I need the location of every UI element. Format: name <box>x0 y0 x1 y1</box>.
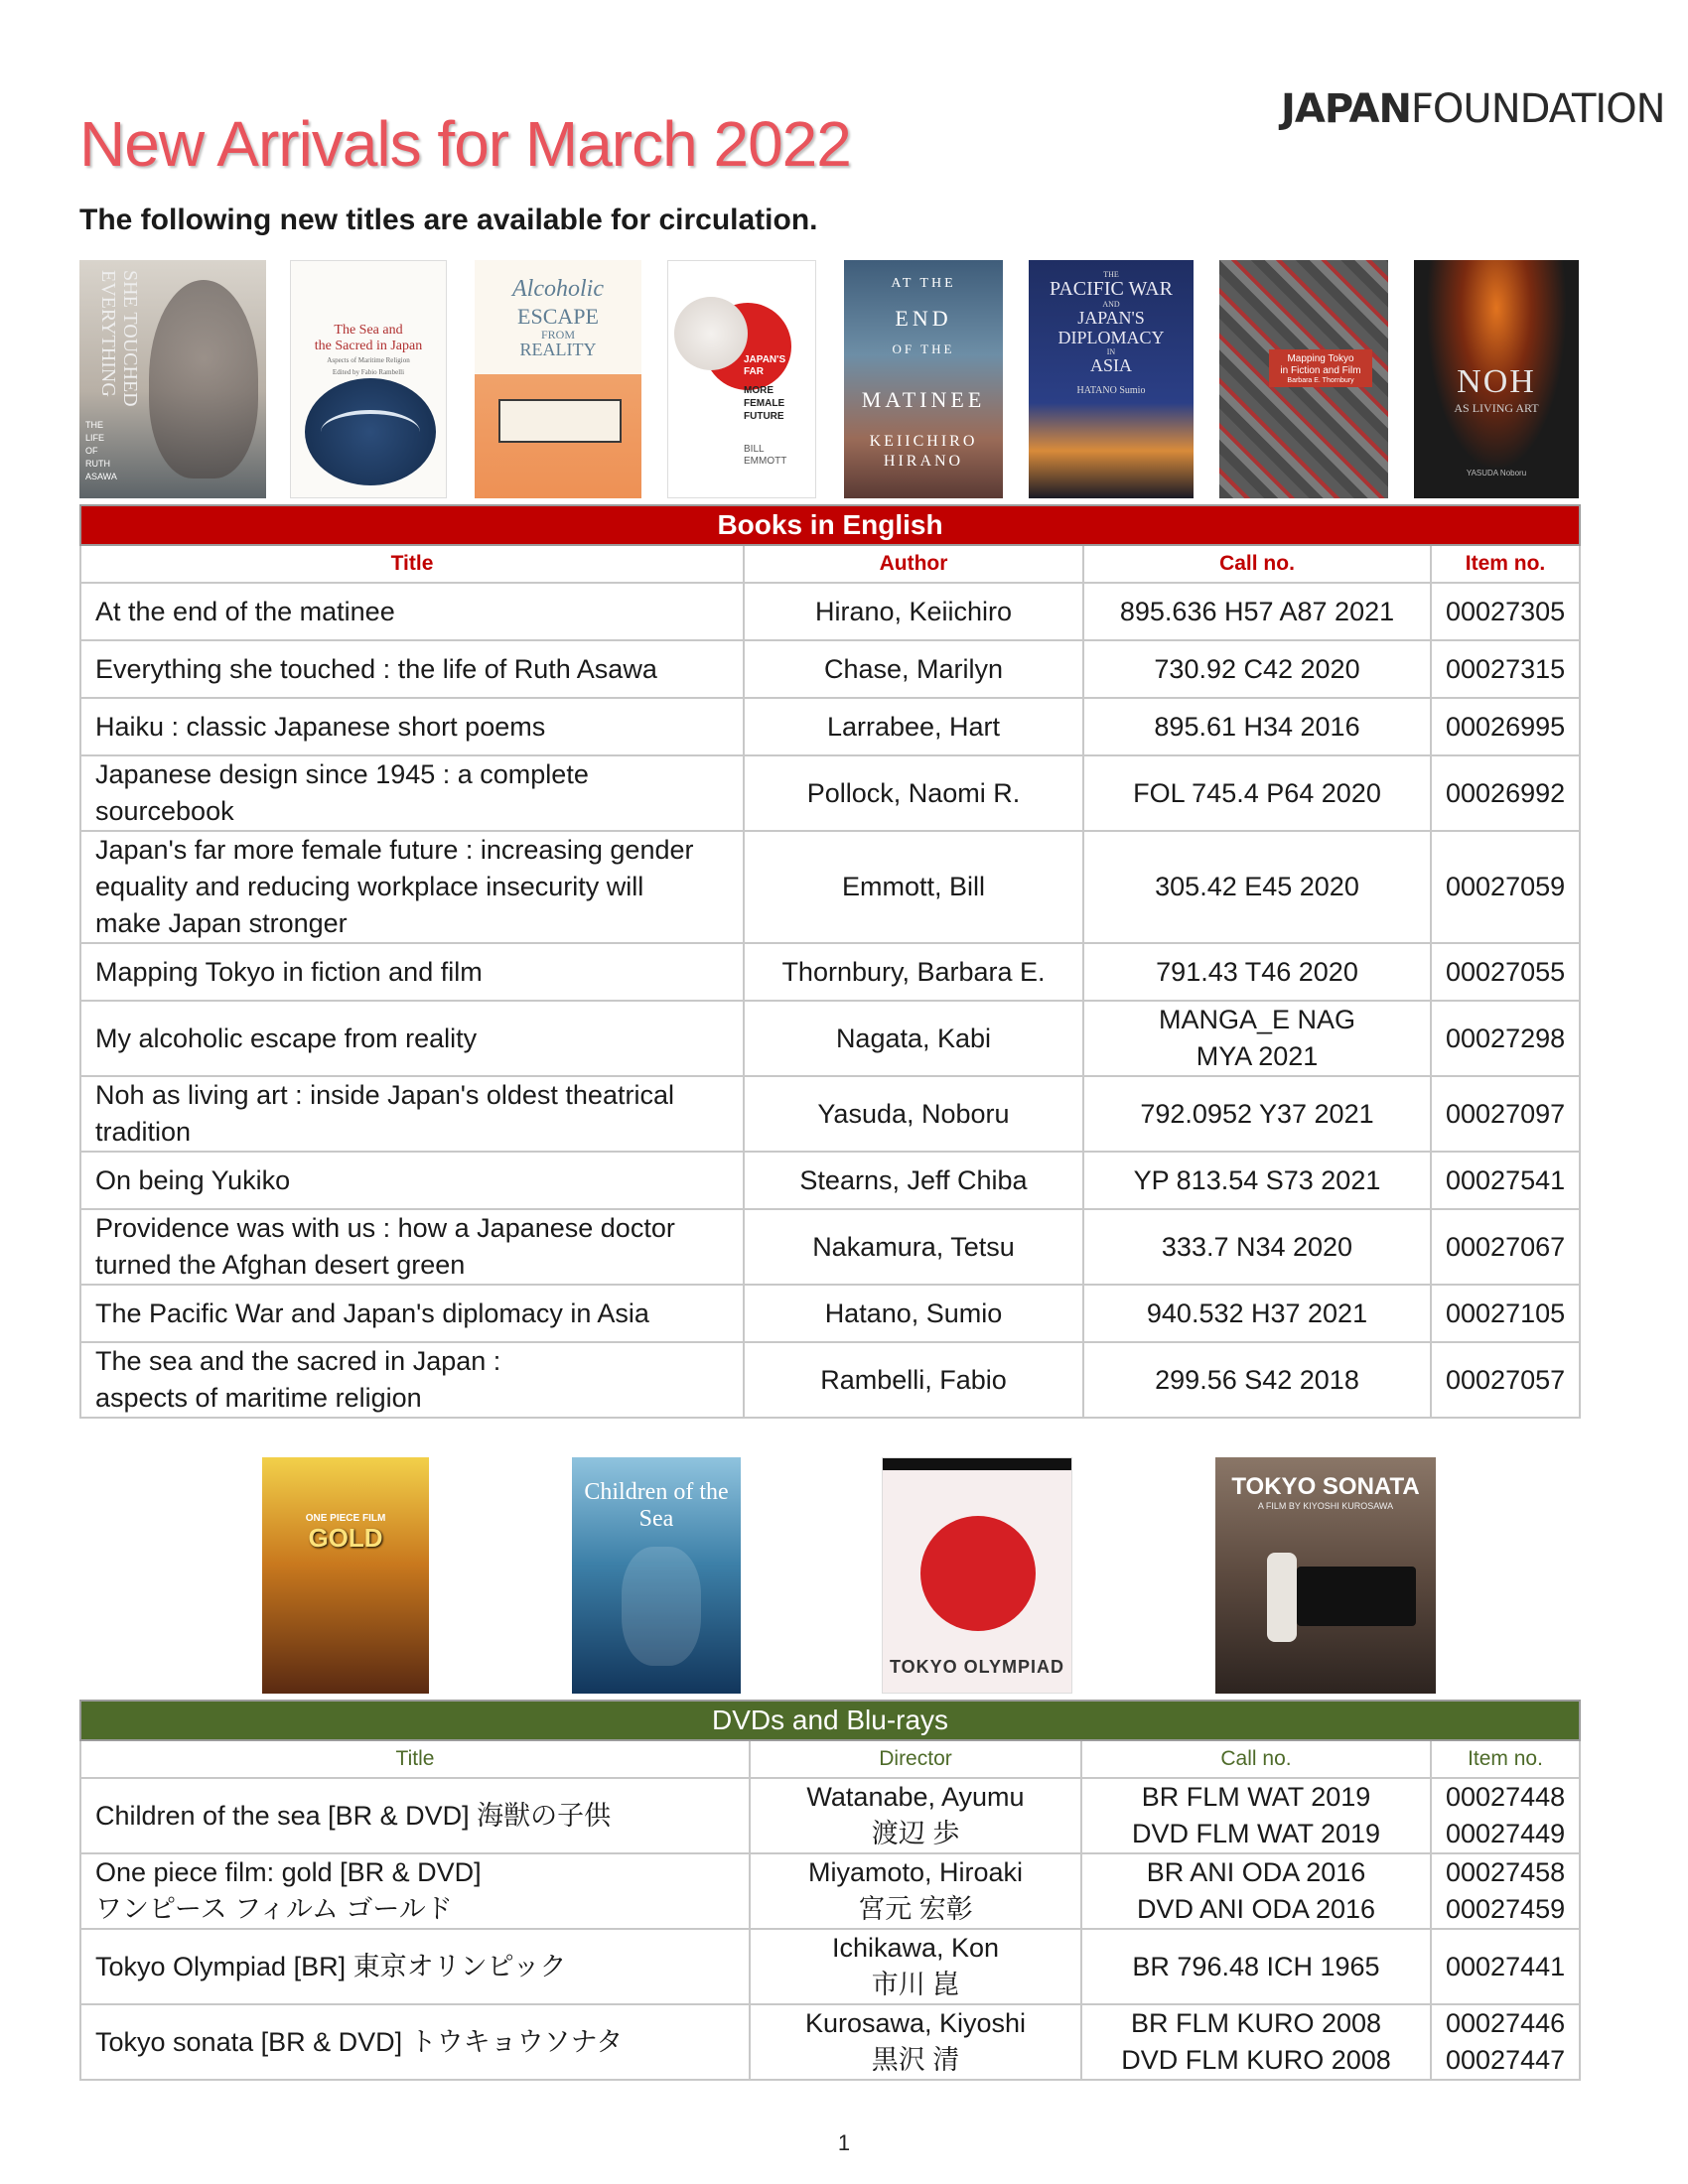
books-section-title: Books in English <box>80 505 1580 545</box>
dvd-call-no-line: DVD FLM KURO 2008 <box>1121 2045 1391 2075</box>
book-item-no: 00027298 <box>1431 1001 1580 1076</box>
book-cover-noh-as-living-art: NOH AS LIVING ART YASUDA Noboru <box>1414 260 1579 498</box>
table-row <box>80 1778 1580 1853</box>
dvd-director-line: 渡辺 歩 <box>871 1819 960 1848</box>
dvd-item-no <box>1431 1853 1580 1929</box>
dvd-title-line: Children of the sea [BR & DVD] 海獣の子供 <box>95 1800 612 1831</box>
book-title-line: Providence was with us : how a Japanese doctor <box>95 1213 675 1243</box>
book-call-no-line: YP 813.54 S73 2021 <box>1133 1164 1381 1195</box>
table-row <box>80 1929 1580 2004</box>
book-call-no <box>1083 698 1431 755</box>
book-call-no <box>1083 831 1431 943</box>
table-row <box>80 943 1580 1001</box>
book-call-no-line: 333.7 N34 2020 <box>1161 1231 1353 1262</box>
book-title-line: Haiku : classic Japanese short poems <box>95 711 546 742</box>
table-row <box>80 831 1580 943</box>
book-title <box>80 640 744 698</box>
dvd-item-no <box>1431 1778 1580 1853</box>
book-title-line: My alcoholic escape from reality <box>95 1023 478 1053</box>
book-author: Pollock, Naomi R. <box>744 755 1083 831</box>
book-title-line: Noh as living art : inside Japan's oldest theatrical <box>95 1080 674 1110</box>
book-title-line: equality and reducing workplace insecurity will <box>95 872 644 901</box>
dvd-director-line: Kurosawa, Kiyoshi <box>804 2008 1027 2038</box>
dvd-director-line: Miyamoto, Hiroaki <box>807 1857 1024 1887</box>
book-item-no: 00027315 <box>1431 640 1580 698</box>
dvd-cover-one-piece-gold: ONE PIECE FILM GOLD <box>262 1457 429 1694</box>
book-call-no-line: 792.0952 Y37 2021 <box>1140 1098 1374 1129</box>
book-call-no <box>1083 1342 1431 1418</box>
table-row <box>80 1152 1580 1209</box>
dvd-title-line: Tokyo sonata [BR & DVD] トウキョウソナタ <box>95 2026 624 2057</box>
book-title <box>80 698 744 755</box>
dvd-item-no-line: 00027459 <box>1446 1894 1566 1924</box>
book-title <box>80 1342 744 1418</box>
book-title-line: At the end of the matinee <box>95 596 395 626</box>
dvd-director-line: Ichikawa, Kon <box>831 1933 1000 1963</box>
book-item-no: 00026995 <box>1431 698 1580 755</box>
table-row <box>80 640 1580 698</box>
book-call-no-line: MANGA_E NAG <box>1158 1005 1356 1034</box>
book-title <box>80 1076 744 1152</box>
book-title-line: sourcebook <box>95 796 234 826</box>
table-row <box>80 698 1580 755</box>
book-call-no-line: 940.532 H37 2021 <box>1146 1297 1368 1328</box>
book-author: Nagata, Kabi <box>744 1001 1083 1076</box>
book-cover-japans-far-more-female-future: JAPAN'S FAR MORE FEMALE FUTURE BILL EMMOTT <box>667 260 816 498</box>
dvd-call-no <box>1081 1853 1431 1929</box>
table-row <box>80 1285 1580 1342</box>
dvd-title-line: Tokyo Olympiad [BR] 東京オリンピック <box>95 1951 567 1981</box>
book-cover-sea-and-sacred: The Sea and the Sacred in Japan Aspects of Maritime Religion Edited by Fabio Rambelli <box>290 260 447 498</box>
dvd-director <box>750 1778 1081 1853</box>
dvd-director-line: 市川 崑 <box>871 1970 960 1999</box>
book-title <box>80 583 744 640</box>
book-title-line: Japan's far more female future : increasing gender <box>95 835 694 865</box>
dvd-director-line: 黒沢 清 <box>871 2045 960 2075</box>
book-title-line: On being Yukiko <box>95 1164 291 1195</box>
dvds-header-call: Call no. <box>1081 1740 1431 1778</box>
book-title-line: The sea and the sacred in Japan : <box>95 1346 501 1376</box>
dvd-cover-tokyo-sonata: TOKYO SONATA A FILM BY KIYOSHI KUROSAWA <box>1215 1457 1436 1694</box>
book-title <box>80 1285 744 1342</box>
book-call-no <box>1083 583 1431 640</box>
book-call-no-line: 299.56 S42 2018 <box>1155 1364 1359 1395</box>
book-item-no: 00027541 <box>1431 1152 1580 1209</box>
book-call-no-line: 895.636 H57 A87 2021 <box>1119 596 1395 626</box>
book-call-no-line: FOL 745.4 P64 2020 <box>1133 777 1381 808</box>
book-author: Thornbury, Barbara E. <box>744 943 1083 1001</box>
book-item-no: 00027305 <box>1431 583 1580 640</box>
book-call-no-line: 791.43 T46 2020 <box>1156 956 1358 987</box>
table-row <box>80 1076 1580 1152</box>
dvd-item-no-line: 00027448 <box>1446 1782 1566 1812</box>
table-row <box>80 2004 1580 2080</box>
books-header-item: Item no. <box>1431 545 1580 583</box>
book-title-line: make Japan stronger <box>95 908 348 938</box>
book-call-no-line: 730.92 C42 2020 <box>1154 653 1360 684</box>
table-row <box>80 1853 1580 1929</box>
book-title-line: The Pacific War and Japan's diplomacy in Asia <box>95 1297 649 1328</box>
dvd-item-no <box>1431 1929 1580 2004</box>
dvd-director <box>750 1853 1081 1929</box>
book-call-no <box>1083 1152 1431 1209</box>
dvd-title-line: ワンピース フィルム ゴールド <box>95 1894 453 1924</box>
books-table <box>79 504 1581 1419</box>
book-call-no <box>1083 1209 1431 1285</box>
dvd-title-line: One piece film: gold [BR & DVD] <box>95 1857 482 1887</box>
dvd-title <box>80 1853 750 1929</box>
books-header-author: Author <box>744 545 1083 583</box>
table-row <box>80 583 1580 640</box>
dvd-director-line: 宮元 宏彰 <box>858 1894 973 1924</box>
book-title-line: tradition <box>95 1117 192 1147</box>
book-item-no: 00027105 <box>1431 1285 1580 1342</box>
dvds-header-director: Director <box>750 1740 1081 1778</box>
dvd-director-line: Watanabe, Ayumu <box>806 1782 1025 1812</box>
book-call-no-line: MYA 2021 <box>1196 1041 1319 1071</box>
book-item-no: 00027097 <box>1431 1076 1580 1152</box>
table-row <box>80 755 1580 831</box>
book-item-no: 00027057 <box>1431 1342 1580 1418</box>
book-author: Chase, Marilyn <box>744 640 1083 698</box>
book-title <box>80 755 744 831</box>
dvds-header-title: Title <box>80 1740 750 1778</box>
book-cover-end-of-the-matinee: AT THE END OF THE MATINEE KEIICHIRO HIRANO <box>844 260 1003 498</box>
book-author: Hatano, Sumio <box>744 1285 1083 1342</box>
book-call-no <box>1083 755 1431 831</box>
dvd-item-no-line: 00027441 <box>1446 1951 1566 1981</box>
table-row <box>80 1342 1580 1418</box>
dvd-item-no-line: 00027447 <box>1446 2045 1566 2075</box>
book-author: Hirano, Keiichiro <box>744 583 1083 640</box>
book-title-line: Japanese design since 1945 : a complete <box>95 759 589 789</box>
japan-foundation-logo <box>1281 60 1665 159</box>
dvd-call-no-line: BR FLM KURO 2008 <box>1130 2008 1382 2038</box>
book-title <box>80 831 744 943</box>
book-call-no-line: 895.61 H34 2016 <box>1154 711 1360 742</box>
dvd-call-no-line: DVD ANI ODA 2016 <box>1136 1894 1376 1924</box>
book-item-no: 00027067 <box>1431 1209 1580 1285</box>
book-cover-everything-she-touched: EVERYTHING SHE TOUCHED THE LIFE OF RUTH ASAWA <box>79 260 266 498</box>
dvd-call-no <box>1081 1778 1431 1853</box>
dvd-call-no <box>1081 1929 1431 2004</box>
dvd-call-no-line: BR ANI ODA 2016 <box>1146 1857 1366 1887</box>
page-subtitle: The following new titles are available for circulation. <box>79 204 818 236</box>
book-call-no-line: 305.42 E45 2020 <box>1155 872 1359 901</box>
dvd-item-no-line: 00027449 <box>1446 1819 1566 1848</box>
book-title <box>80 1001 744 1076</box>
page-number: 1 <box>837 2130 851 2155</box>
books-header-title: Title <box>80 545 744 583</box>
book-title <box>80 1152 744 1209</box>
dvd-title <box>80 2004 750 2080</box>
book-author: Stearns, Jeff Chiba <box>744 1152 1083 1209</box>
dvd-call-no <box>1081 2004 1431 2080</box>
table-row <box>80 1001 1580 1076</box>
book-title <box>80 1209 744 1285</box>
dvd-director <box>750 2004 1081 2080</box>
book-call-no <box>1083 640 1431 698</box>
dvd-item-no-line: 00027458 <box>1446 1857 1566 1887</box>
book-cover-alcoholic-escape: Alcoholic ESCAPE FROM REALITY <box>475 260 641 498</box>
book-title-line: turned the Afghan desert green <box>95 1250 466 1280</box>
dvd-title <box>80 1778 750 1853</box>
dvd-call-no-line: BR FLM WAT 2019 <box>1141 1782 1371 1812</box>
book-item-no: 00027059 <box>1431 831 1580 943</box>
book-author: Yasuda, Noboru <box>744 1076 1083 1152</box>
book-item-no: 00027055 <box>1431 943 1580 1001</box>
book-cover-pacific-war-diplomacy: THE PACIFIC WAR AND JAPAN'S DIPLOMACY IN ASIA HATANO Sumio <box>1029 260 1194 498</box>
book-item-no: 00026992 <box>1431 755 1580 831</box>
dvds-table <box>79 1700 1581 2081</box>
book-call-no <box>1083 943 1431 1001</box>
dvd-call-no-line: DVD FLM WAT 2019 <box>1131 1819 1381 1848</box>
book-call-no <box>1083 1285 1431 1342</box>
page-title: New Arrivals for March 2022 <box>79 108 851 180</box>
book-author: Larrabee, Hart <box>744 698 1083 755</box>
book-covers-strip <box>79 260 1579 498</box>
book-author: Rambelli, Fabio <box>744 1342 1083 1418</box>
book-author: Emmott, Bill <box>744 831 1083 943</box>
book-author: Nakamura, Tetsu <box>744 1209 1083 1285</box>
dvd-title <box>80 1929 750 2004</box>
dvd-item-no <box>1431 2004 1580 2080</box>
dvd-call-no-line: BR 796.48 ICH 1965 <box>1132 1951 1380 1981</box>
book-title <box>80 943 744 1001</box>
dvd-cover-tokyo-olympiad: TOKYO OLYMPIAD <box>882 1457 1072 1694</box>
dvd-covers-strip <box>79 1457 1579 1696</box>
dvds-section-title: DVDs and Blu-rays <box>80 1701 1580 1740</box>
book-cover-mapping-tokyo: Mapping Tokyo in Fiction and Film Barbara E. Thornbury <box>1219 260 1388 498</box>
dvd-item-no-line: 00027446 <box>1446 2008 1566 2038</box>
book-title-line: Everything she touched : the life of Ruth Asawa <box>95 653 657 684</box>
dvd-director <box>750 1929 1081 2004</box>
dvds-header-item: Item no. <box>1431 1740 1580 1778</box>
books-header-call: Call no. <box>1083 545 1431 583</box>
book-title-line: aspects of maritime religion <box>95 1383 422 1413</box>
table-row <box>80 1209 1580 1285</box>
book-title-line: Mapping Tokyo in fiction and film <box>95 956 483 987</box>
book-call-no <box>1083 1076 1431 1152</box>
logo-wordmark: JAPANFOUNDATION <box>1281 86 1665 132</box>
dvd-cover-children-of-the-sea: Children of the Sea <box>572 1457 741 1694</box>
book-call-no <box>1083 1001 1431 1076</box>
